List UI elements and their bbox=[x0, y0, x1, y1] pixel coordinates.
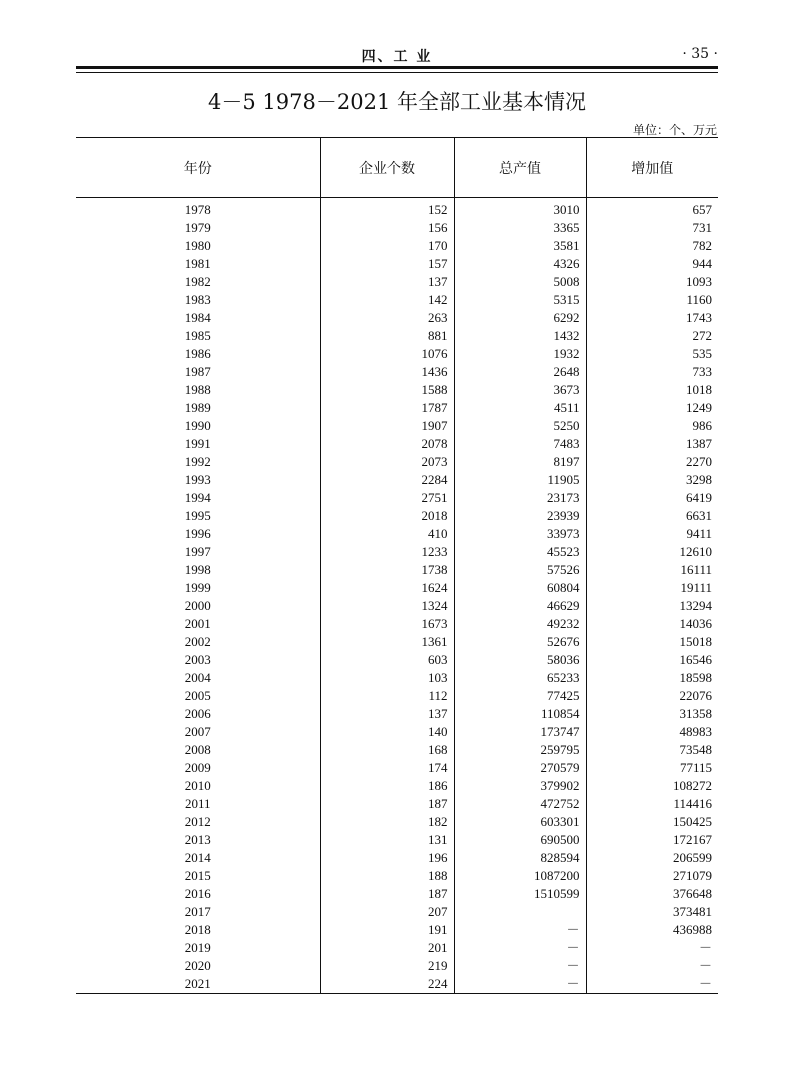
year-cell: 1982 bbox=[184, 274, 211, 289]
year-cell: 1999 bbox=[184, 580, 211, 595]
output-cell: 270579 bbox=[454, 759, 586, 777]
year-cell: 2006 bbox=[184, 706, 211, 721]
year-cell: 1981 bbox=[184, 256, 211, 271]
year-cell: 1989 bbox=[184, 400, 211, 415]
enterprises-cell: 1324 bbox=[320, 597, 454, 615]
year-cell: 2008 bbox=[184, 742, 211, 757]
year-cell: 2021 bbox=[76, 975, 320, 994]
year-cell: 1997 bbox=[184, 544, 211, 559]
enterprises-cell: 1787 bbox=[320, 399, 454, 417]
year-cell: 1992 bbox=[184, 454, 211, 469]
enterprises-cell: 1436 bbox=[320, 363, 454, 381]
enterprises-cell: 219 bbox=[320, 957, 454, 975]
col-header-enterprises: 企业个数 bbox=[320, 138, 454, 198]
enterprises-cell: 168 bbox=[320, 741, 454, 759]
year-cell: 1979 bbox=[184, 220, 211, 235]
output-cell: 259795 bbox=[454, 741, 586, 759]
value-added-cell: － bbox=[586, 957, 718, 975]
year-cell: 2009 bbox=[184, 760, 211, 775]
value-added-cell: 108272 bbox=[586, 777, 718, 795]
year-cell: 2017 bbox=[184, 904, 211, 919]
year-cell: 2001 bbox=[184, 616, 211, 631]
year-cell: 2015 bbox=[184, 868, 211, 883]
table-row bbox=[76, 399, 718, 417]
chapter-heading: 四、工 业 bbox=[361, 49, 433, 65]
enterprises-cell: 603 bbox=[320, 651, 454, 669]
enterprises-cell: 182 bbox=[320, 813, 454, 831]
enterprises-cell: 191 bbox=[320, 921, 454, 939]
table-row bbox=[76, 309, 718, 327]
enterprises-cell: 142 bbox=[320, 291, 454, 309]
value-added-cell: 1160 bbox=[586, 291, 718, 309]
year-cell: 2005 bbox=[184, 688, 211, 703]
table-row bbox=[76, 831, 718, 849]
enterprises-cell: 174 bbox=[320, 759, 454, 777]
table-row bbox=[76, 435, 718, 453]
table-row bbox=[76, 381, 718, 399]
output-cell: 110854 bbox=[454, 705, 586, 723]
table-row bbox=[76, 687, 718, 705]
output-cell: 2648 bbox=[454, 363, 586, 381]
table-row bbox=[76, 417, 718, 435]
enterprises-cell: 157 bbox=[320, 255, 454, 273]
year-cell: 2012 bbox=[184, 814, 211, 829]
year-cell: 2014 bbox=[184, 850, 211, 865]
enterprises-cell: 187 bbox=[320, 795, 454, 813]
table-row bbox=[76, 543, 718, 561]
output-cell bbox=[454, 903, 586, 921]
enterprises-cell: 1907 bbox=[320, 417, 454, 435]
value-added-cell: 436988 bbox=[586, 921, 718, 939]
table-row bbox=[76, 561, 718, 579]
value-added-cell: 2270 bbox=[586, 453, 718, 471]
enterprises-cell: 1624 bbox=[320, 579, 454, 597]
enterprises-cell: 196 bbox=[320, 849, 454, 867]
value-added-cell: 986 bbox=[586, 417, 718, 435]
table-row bbox=[76, 363, 718, 381]
table-row bbox=[76, 345, 718, 363]
year-cell: 2011 bbox=[184, 796, 211, 811]
table-row bbox=[76, 795, 718, 813]
enterprises-cell: 188 bbox=[320, 867, 454, 885]
value-added-cell: 12610 bbox=[586, 543, 718, 561]
year-cell: 1991 bbox=[184, 436, 211, 451]
output-cell: 11905 bbox=[454, 471, 586, 489]
output-cell: 379902 bbox=[454, 777, 586, 795]
value-added-cell: 6631 bbox=[586, 507, 718, 525]
value-added-cell: 782 bbox=[586, 237, 718, 255]
year-cell: 2004 bbox=[184, 670, 211, 685]
output-cell: 77425 bbox=[454, 687, 586, 705]
output-cell: 3581 bbox=[454, 237, 586, 255]
value-added-cell: 1093 bbox=[586, 273, 718, 291]
output-cell: 58036 bbox=[454, 651, 586, 669]
table-row bbox=[76, 777, 718, 795]
running-head bbox=[76, 42, 718, 66]
enterprises-cell: 1738 bbox=[320, 561, 454, 579]
value-added-cell: 77115 bbox=[586, 759, 718, 777]
year-cell: 2018 bbox=[184, 922, 211, 937]
year-cell: 2003 bbox=[184, 652, 211, 667]
header-rule-thick bbox=[76, 66, 718, 69]
value-added-cell: 14036 bbox=[586, 615, 718, 633]
year-cell: 2007 bbox=[184, 724, 211, 739]
year-cell: 1995 bbox=[184, 508, 211, 523]
table-title: 4－5 1978－2021 年全部工业基本情况 bbox=[208, 90, 586, 114]
output-cell: 23939 bbox=[454, 507, 586, 525]
enterprises-cell: 881 bbox=[320, 327, 454, 345]
enterprises-cell: 2078 bbox=[320, 435, 454, 453]
table-row bbox=[76, 849, 718, 867]
enterprises-cell: 1588 bbox=[320, 381, 454, 399]
header-row bbox=[76, 138, 718, 198]
enterprises-cell: 103 bbox=[320, 669, 454, 687]
output-cell: 3010 bbox=[454, 198, 586, 220]
value-added-cell: 271079 bbox=[586, 867, 718, 885]
year-cell: 1988 bbox=[184, 382, 211, 397]
value-added-cell: 6419 bbox=[586, 489, 718, 507]
value-added-cell: 1743 bbox=[586, 309, 718, 327]
table-row bbox=[76, 705, 718, 723]
value-added-cell: 3298 bbox=[586, 471, 718, 489]
enterprises-cell: 112 bbox=[320, 687, 454, 705]
enterprises-cell: 263 bbox=[320, 309, 454, 327]
value-added-cell: 944 bbox=[586, 255, 718, 273]
enterprises-cell: 410 bbox=[320, 525, 454, 543]
output-cell: 472752 bbox=[454, 795, 586, 813]
col-header-output: 总产值 bbox=[454, 138, 586, 198]
output-cell: 1932 bbox=[454, 345, 586, 363]
table-row bbox=[76, 453, 718, 471]
output-cell: 4511 bbox=[454, 399, 586, 417]
output-cell: 5250 bbox=[454, 417, 586, 435]
output-cell: 65233 bbox=[454, 669, 586, 687]
value-added-cell: 1249 bbox=[586, 399, 718, 417]
output-cell: 1432 bbox=[454, 327, 586, 345]
table-row bbox=[76, 198, 718, 220]
table-row bbox=[76, 903, 718, 921]
value-added-cell: 114416 bbox=[586, 795, 718, 813]
enterprises-cell: 187 bbox=[320, 885, 454, 903]
table-row bbox=[76, 957, 718, 975]
year-cell: 1980 bbox=[184, 238, 211, 253]
output-cell: 57526 bbox=[454, 561, 586, 579]
output-cell: 33973 bbox=[454, 525, 586, 543]
value-added-cell: 9411 bbox=[586, 525, 718, 543]
year-cell: 1994 bbox=[184, 490, 211, 505]
value-added-cell: 373481 bbox=[586, 903, 718, 921]
output-cell: 8197 bbox=[454, 453, 586, 471]
unit-note: 单位：个、万元 bbox=[632, 123, 717, 137]
enterprises-cell: 2073 bbox=[320, 453, 454, 471]
table-row bbox=[76, 489, 718, 507]
value-added-cell: 150425 bbox=[586, 813, 718, 831]
output-cell: 7483 bbox=[454, 435, 586, 453]
output-cell: 46629 bbox=[454, 597, 586, 615]
enterprises-cell: 1233 bbox=[320, 543, 454, 561]
enterprises-cell: 224 bbox=[320, 975, 454, 994]
table-row bbox=[76, 975, 718, 994]
value-added-cell: 733 bbox=[586, 363, 718, 381]
value-added-cell: 16111 bbox=[586, 561, 718, 579]
output-cell: 690500 bbox=[454, 831, 586, 849]
value-added-cell: 13294 bbox=[586, 597, 718, 615]
output-cell: 603301 bbox=[454, 813, 586, 831]
page-number: · 35 · bbox=[682, 46, 718, 62]
table-row bbox=[76, 273, 718, 291]
industry-table bbox=[76, 137, 718, 994]
enterprises-cell: 201 bbox=[320, 939, 454, 957]
table-row bbox=[76, 291, 718, 309]
output-cell: － bbox=[454, 975, 586, 994]
value-added-cell: 18598 bbox=[586, 669, 718, 687]
value-added-cell: 206599 bbox=[586, 849, 718, 867]
enterprises-cell: 2284 bbox=[320, 471, 454, 489]
table-row bbox=[76, 579, 718, 597]
output-cell: 60804 bbox=[454, 579, 586, 597]
value-added-cell: － bbox=[586, 939, 718, 957]
table-row bbox=[76, 255, 718, 273]
year-cell: 1978 bbox=[184, 202, 211, 217]
table-row bbox=[76, 885, 718, 903]
year-cell: 1986 bbox=[184, 346, 211, 361]
year-cell: 2010 bbox=[184, 778, 211, 793]
output-cell: 3673 bbox=[454, 381, 586, 399]
table-row bbox=[76, 921, 718, 939]
table-row bbox=[76, 237, 718, 255]
output-cell: 45523 bbox=[454, 543, 586, 561]
enterprises-cell: 2018 bbox=[320, 507, 454, 525]
year-cell: 1983 bbox=[184, 292, 211, 307]
year-cell: 1998 bbox=[184, 562, 211, 577]
value-added-cell: 31358 bbox=[586, 705, 718, 723]
value-added-cell: 73548 bbox=[586, 741, 718, 759]
output-cell: 3365 bbox=[454, 219, 586, 237]
year-cell: 1987 bbox=[184, 364, 211, 379]
table-row bbox=[76, 723, 718, 741]
value-added-cell: 48983 bbox=[586, 723, 718, 741]
value-added-cell: 376648 bbox=[586, 885, 718, 903]
table-row bbox=[76, 219, 718, 237]
year-cell: 1993 bbox=[184, 472, 211, 487]
value-added-cell: 22076 bbox=[586, 687, 718, 705]
table-row bbox=[76, 615, 718, 633]
table-row bbox=[76, 633, 718, 651]
table-row bbox=[76, 525, 718, 543]
output-cell: － bbox=[454, 957, 586, 975]
enterprises-cell: 137 bbox=[320, 273, 454, 291]
value-added-cell: 657 bbox=[586, 198, 718, 220]
enterprises-cell: 186 bbox=[320, 777, 454, 795]
table-row bbox=[76, 597, 718, 615]
enterprises-cell: 152 bbox=[320, 198, 454, 220]
value-added-cell: 15018 bbox=[586, 633, 718, 651]
output-cell: 828594 bbox=[454, 849, 586, 867]
output-cell: 5008 bbox=[454, 273, 586, 291]
output-cell: 4326 bbox=[454, 255, 586, 273]
year-cell: 1984 bbox=[184, 310, 211, 325]
output-cell: 1087200 bbox=[454, 867, 586, 885]
table-body bbox=[76, 198, 718, 994]
output-cell: 5315 bbox=[454, 291, 586, 309]
enterprises-cell: 131 bbox=[320, 831, 454, 849]
enterprises-cell: 137 bbox=[320, 705, 454, 723]
enterprises-cell: 170 bbox=[320, 237, 454, 255]
output-cell: 173747 bbox=[454, 723, 586, 741]
year-cell: 2020 bbox=[184, 958, 211, 973]
value-added-cell: 535 bbox=[586, 345, 718, 363]
year-cell: 2013 bbox=[184, 832, 211, 847]
output-cell: 6292 bbox=[454, 309, 586, 327]
col-header-year: 年份 bbox=[76, 138, 320, 198]
table-row bbox=[76, 507, 718, 525]
table-row bbox=[76, 939, 718, 957]
output-cell: 1510599 bbox=[454, 885, 586, 903]
output-cell: － bbox=[454, 939, 586, 957]
enterprises-cell: 1076 bbox=[320, 345, 454, 363]
value-added-cell: 172167 bbox=[586, 831, 718, 849]
col-header-value-added: 增加值 bbox=[586, 138, 718, 198]
value-added-cell: 272 bbox=[586, 327, 718, 345]
year-cell: 1996 bbox=[184, 526, 211, 541]
value-added-cell: 1387 bbox=[586, 435, 718, 453]
table-row bbox=[76, 759, 718, 777]
enterprises-cell: 1361 bbox=[320, 633, 454, 651]
output-cell: 52676 bbox=[454, 633, 586, 651]
value-added-cell: 731 bbox=[586, 219, 718, 237]
year-cell: 1990 bbox=[184, 418, 211, 433]
output-cell: － bbox=[454, 921, 586, 939]
table-row bbox=[76, 471, 718, 489]
year-cell: 2016 bbox=[184, 886, 211, 901]
output-cell: 23173 bbox=[454, 489, 586, 507]
enterprises-cell: 140 bbox=[320, 723, 454, 741]
table-row bbox=[76, 669, 718, 687]
enterprises-cell: 2751 bbox=[320, 489, 454, 507]
table-row bbox=[76, 741, 718, 759]
year-cell: 2002 bbox=[184, 634, 211, 649]
value-added-cell: 1018 bbox=[586, 381, 718, 399]
table-row bbox=[76, 867, 718, 885]
value-added-cell: 19111 bbox=[586, 579, 718, 597]
table-row bbox=[76, 651, 718, 669]
output-cell: 49232 bbox=[454, 615, 586, 633]
value-added-cell: － bbox=[586, 975, 718, 994]
year-cell: 2000 bbox=[184, 598, 211, 613]
enterprises-cell: 207 bbox=[320, 903, 454, 921]
value-added-cell: 16546 bbox=[586, 651, 718, 669]
year-cell: 1985 bbox=[184, 328, 211, 343]
table-row bbox=[76, 327, 718, 345]
year-cell: 2019 bbox=[184, 940, 211, 955]
header-rule-thin bbox=[76, 72, 718, 73]
enterprises-cell: 156 bbox=[320, 219, 454, 237]
enterprises-cell: 1673 bbox=[320, 615, 454, 633]
table-row bbox=[76, 813, 718, 831]
